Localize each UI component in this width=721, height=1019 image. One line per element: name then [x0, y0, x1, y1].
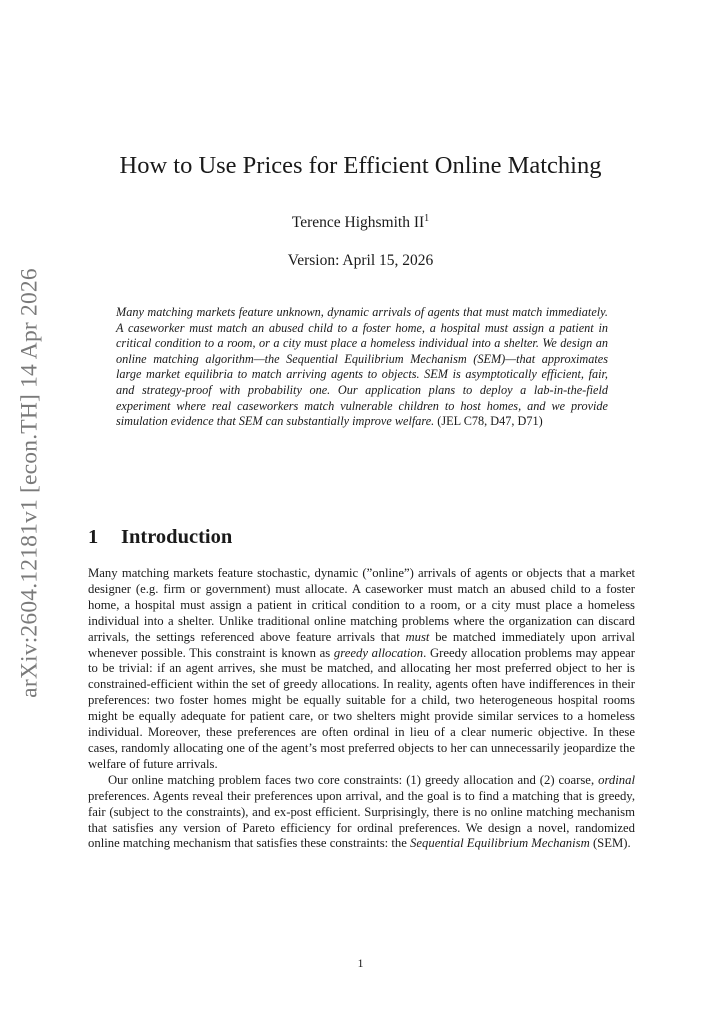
- section-body: [88, 566, 635, 852]
- paragraph-text: be matched immediately upon arrival whenever possible. This constraint is known as: [88, 629, 635, 660]
- page-number: 1: [357, 956, 364, 970]
- paragraph-text: Many matching markets feature stochastic, dynamic (”online”) arrivals of agents or objects that a market designer (e.g. firm or government) must allocate. A caseworker must match an abused child to a foster home, a hospital must assign a patient in critical condition to a room, or a city must place a homeless individual into a shelter. Unlike traditional online matching problems where the organization can discard arrivals, the settings referenced above feature arrivals that: [88, 566, 635, 644]
- paragraph-text: Our online matching problem faces two core constraints: (1) greedy allocation and (2) coarse,: [108, 772, 599, 787]
- paper-title: How to Use Prices for Efficient Online Matching: [119, 152, 602, 179]
- jel-codes: (JEL C78, D47, D71): [434, 414, 543, 429]
- emphasis-text: ordinal: [598, 772, 635, 787]
- version-date: Version: April 15, 2026: [287, 252, 434, 269]
- emphasis-text: greedy allocation: [333, 645, 424, 660]
- abstract: [116, 305, 608, 430]
- paragraph-text: . Greedy allocation problems may appear to be trivial: if an agent arrives, she must be matched, and allocating her most preferred object to her is constrained-efficient within the set of greedy allocations. In reality, agents often have indifferences in their preferences: two foster homes might be equally suitable for a child, two heterogeneous hospital rooms might be equally adequate for patient care, or two shelters might provide similar services to a homeless individual. Moreover, these preferences are often ordinal in lieu of a clear numeric objective. In these cases, randomly allocating one of the agent’s most preferred objects to her can unnecessarily jeopardize the welfare of future arrivals.: [88, 645, 636, 771]
- arxiv-identifier-stamp: [12, 267, 48, 698]
- arxiv-identifier-text: arXiv:2604.12181v1 [econ.TH] 14 Apr 2026: [16, 267, 43, 698]
- emphasis-text: must: [405, 629, 430, 644]
- paragraph: [88, 566, 635, 773]
- paragraph-text: preferences. Agents reveal their preferences upon arrival, and the goal is to find a matching that is greedy, fair (subject to the constraints), and ex-post efficient. Surprisingly, there is no online matching mechanism that satisfies any version of Pareto efficiency for ordinal preferences. We design a novel, randomized online matching mechanism that satisfies these constraints: the: [88, 788, 635, 851]
- emphasis-text: Sequential Equilibrium Mechanism: [410, 836, 590, 851]
- section-heading: [88, 526, 232, 549]
- section-number: 1: [88, 526, 99, 548]
- author-footnote-mark: 1: [424, 213, 430, 224]
- paragraph-text: (SEM).: [589, 836, 631, 851]
- paragraph: [88, 773, 635, 853]
- author-line: [0, 213, 721, 232]
- abstract-text: Many matching markets feature unknown, dynamic arrivals of agents that must match immediately. A caseworker must match an abused child to a foster home, a hospital must assign a patient in critical condition to a room, or a city must place a homeless individual into a shelter. We design an online matching algorithm—the Sequential Equilibrium Mechanism (SEM)—that approximates large market equilibria to match arriving agents to objects. SEM is asymptotically efficient, fair, and strategy-proof with probability one. Our application plans to deploy a lab-in-the-field experiment where real caseworkers match vulnerable children to host homes, and we provide simulation evidence that SEM can substantially improve welfare.: [116, 305, 608, 429]
- author-name: Terence Highsmith II: [291, 214, 425, 232]
- section-title: Introduction: [121, 526, 233, 548]
